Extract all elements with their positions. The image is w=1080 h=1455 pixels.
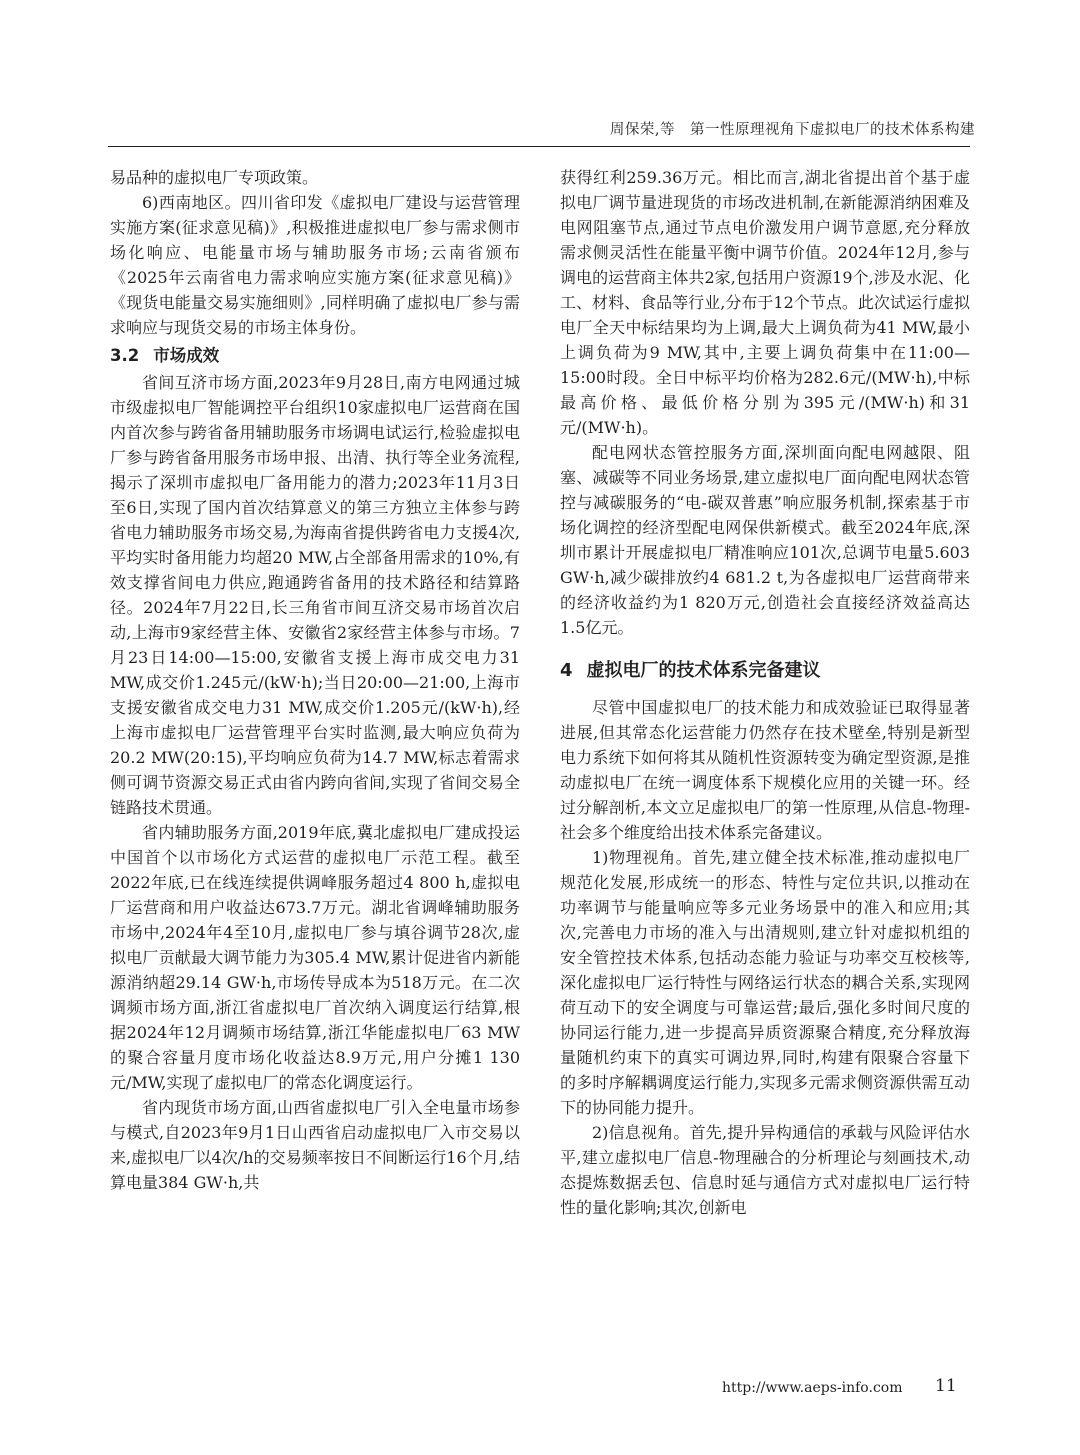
section-heading-3-2 [110,343,520,368]
paragraph-information-perspective: 2)信息视角。首先,提升异构通信的承载与风险评估水平,建立虚拟电厂信息-物理融合的分析理论与刻画技术,动态提炼数据丢包、信息时延与通信方式对虚拟电厂运行特性的量化影响;其次,创新电 [560,1123,970,1217]
section-number: 4 [560,660,573,681]
left-column [110,165,520,1195]
section-title: 虚拟电厂的技术体系完备建议 [586,660,821,681]
paragraph-continued: 易品种的虚拟电厂专项政策。 [110,168,319,187]
section-heading-4 [560,658,970,683]
paragraph-section4-intro: 尽管中国虚拟电厂的技术能力和成效验证已取得显著进展,但其常态化运营能力仍然存在技术壁垒,特别是新型电力系统下如何将其从随机性资源转变为确定型资源,是推动虚拟电厂在统一调度体系下规模化应用的关键一环。经过分解剖析,本文立足虚拟电厂的第一性原理,从信息-物理-社会多个维度给出技术体系完备建议。 [560,698,970,842]
paragraph-auxiliary-services: 省内辅助服务方面,2019年底,冀北虚拟电厂建成投运中国首个以市场化方式运营的虚拟电厂示范工程。截至2022年底,已在线连续提供调峰服务超过4 800 h,虚拟电厂运营商和用户收益达673.7万元。湖北省调峰辅助服务市场中,2024年4至10月,虚拟电厂参与填谷调节28次,虚拟电厂贡献最大调节能力为305.4 MW,累计促进省内新能源消纳超29.14 GW·h,市场传导成本为518万元。在二次调频市场方面,浙江省虚拟电厂首次纳入调度运行结算,根据2024年12月调频市场结算,浙江华能虚拟电厂63 MW的聚合容量月度市场化收益达8.9万元,用户分摊1 130元/MW,实现了虚拟电厂的常态化调度运行。 [110,823,520,1092]
header-rule [108,146,970,147]
right-column [560,165,970,1220]
paragraph-distribution-network: 配电网状态管控服务方面,深圳面向配电网越限、阻塞、减碳等不同业务场景,建立虚拟电厂面向配电网状态管控与减碳服务的“电-碳双普惠”响应服务机制,探索基于市场化调控的经济型配电网保供新模式。截至2024年底,深圳市累计开展虚拟电厂精准响应101次,总调节电量5.603 GW·h,减少碳排放约4 681.2 t,为各虚拟电厂运营商带来的经济收益约为1 820万元,创造社会直接经济效益高达1.5亿元。 [560,443,970,637]
section-number: 3.2 [110,346,140,365]
paragraph-interprovincial-market: 省间互济市场方面,2023年9月28日,南方电网通过城市级虚拟电厂智能调控平台组织10家虚拟电厂运营商在国内首次参与跨省备用辅助服务市场调电试运行,检验虚拟电厂参与跨省备用服务市场申报、出清、执行等全业务流程,揭示了深圳市虚拟电厂备用能力的潜力;2023年11月3日至6日,实现了国内首次结算意义的第三方独立主体参与跨省电力辅助服务市场交易,为海南省提供跨省电力支援4次,平均实时备用能力均超20 MW,占全部备用需求的10%,有效支撑省间电力供应,跑通跨省备用的技术路径和结算路径。2024年7月22日,长三角省市间互济交易市场首次启动,上海市9家经营主体、安徽省2家经营主体参与市场。7月23日14:00—15:00,安徽省支援上海市成交电力31 MW,成交价1.245元/(kW·h);当日20:00—21:00,上海市支援安徽省成交电力31 MW,成交价1.205元/(kW·h),经上海市虚拟电厂运营管理平台实时监测,最大响应负荷为20.2 MW(20:15),平均响应负荷为14.7 MW,标志着需求侧可调节资源交易正式由省内跨向省间,实现了省间交易全链路技术贯通。 [110,373,520,817]
paragraph-southwest-region: 6)西南地区。四川省印发《虚拟电厂建设与运营管理实施方案(征求意见稿)》,积极推进虚拟电厂参与需求侧市场化响应、电能量市场与辅助服务市场;云南省颁布《2025年云南省电力需求响应实施方案(征求意见稿)》《现货电能量交易实施细则》,同样明确了虚拟电厂参与需求响应与现货交易的市场主体身份。 [110,193,520,337]
running-head: 周保荣,等 第一性原理视角下虚拟电厂的技术体系构建 [609,122,975,138]
paragraph-physical-perspective: 1)物理视角。首先,建立健全技术标准,推动虚拟电厂规范化发展,形成统一的形态、特性与定位共识,以推动在功率调节与能量响应等多元业务场景中的准入和应用;其次,完善电力市场的准入与出清规则,建立针对虚拟机组的安全管控技术体系,包括动态能力验证与功率交互校核等,深化虚拟电厂运行特性与网络运行状态的耦合关系,实现网荷互动下的安全调度与可靠运营;最后,强化多时间尺度的协同运行能力,进一步提高异质资源聚合精度,充分释放海量随机约束下的真实可调边界,同时,构建有限聚合容量下的多时序解耦调度运行能力,实现多元需求侧资源供需互动下的协同能力提升。 [560,848,970,1117]
paragraph-spot-market-continued: 获得红利259.36万元。相比而言,湖北省提出首个基于虚拟电厂调节量进现货的市场改进机制,在新能源消纳困难及电网阻塞节点,通过节点电价激发用户调节意愿,充分释放需求侧灵活性在能量平衡中调节价值。2024年12月,参与调电的运营商主体共2家,包括用户资源19个,涉及水泥、化工、材料、食品等行业,分布于12个节点。此次试运行虚拟电厂全天中标结果均为上调,最大上调负荷为41 MW,最小上调负荷为9 MW,其中,主要上调负荷集中在11:00—15:00时段。全日中标平均价格为282.6元/(MW·h),中标最高价格、最低价格分别为395元/(MW·h)和31元/(MW·h)。 [560,168,970,437]
paragraph-spot-market: 省内现货市场方面,山西省虚拟电厂引入全电量市场参与模式,自2023年9月1日山西省启动虚拟电厂入市交易以来,虚拟电厂以4次/h的交易频率按日不间断运行16个月,结算电量384 GW·h,共 [110,1098,520,1192]
section-title: 市场成效 [153,346,220,365]
page-number: 11 [935,1376,957,1396]
footer-url: http://www.aeps-info.com [722,1380,903,1396]
